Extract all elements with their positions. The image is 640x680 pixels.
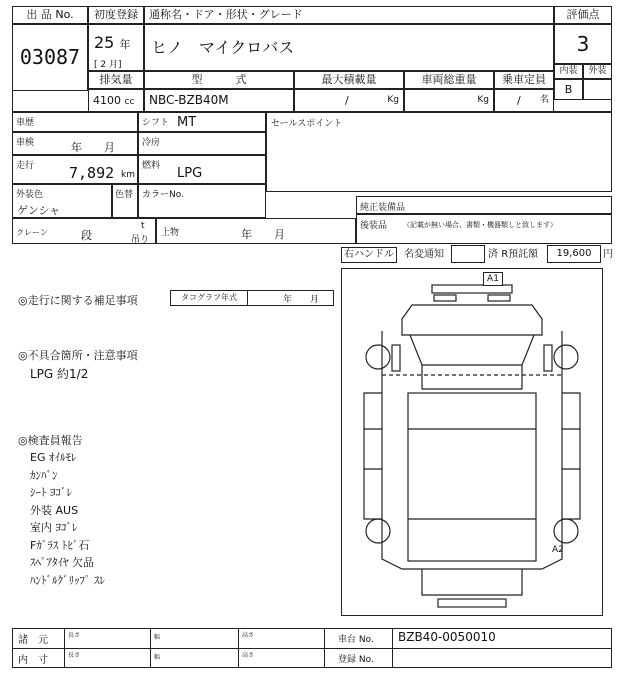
chassis-number: BZB40-0050010 bbox=[398, 630, 496, 644]
inspection-cell: 車検 年 月 bbox=[12, 132, 138, 155]
footer-vline bbox=[238, 628, 239, 668]
defects-line: LPG 約1/2 bbox=[30, 367, 89, 381]
footer-divider bbox=[12, 648, 612, 649]
total-weight-value: Kg bbox=[404, 89, 494, 112]
footer-vline bbox=[392, 628, 393, 668]
model-value: NBC-BZB40M bbox=[144, 89, 294, 112]
aircon-cell: 冷房 bbox=[138, 132, 266, 155]
inspector-line: 室内 ﾖｺﾞﾚ bbox=[30, 521, 78, 534]
driving-notes-title: ◎走行に関する補足事項 bbox=[18, 294, 138, 307]
width-label: 幅 bbox=[154, 654, 161, 661]
aftermarket-cell: 後装品 （記載が無い場合、書類・機器類しと致します） bbox=[356, 214, 612, 244]
max-load-label: 最大積載量 bbox=[294, 71, 404, 89]
inspector-line: Fｶﾞﾗｽ ﾄﾋﾞ石 bbox=[30, 538, 90, 552]
recycle-status: 済 R預託額 bbox=[488, 249, 539, 260]
lot-number: 03087 bbox=[12, 24, 88, 91]
sales-point-box: セールスポイント bbox=[266, 112, 612, 192]
color-change-cell: 色替 bbox=[112, 184, 138, 218]
capacity-label: 乗車定員 bbox=[494, 71, 554, 89]
history-cell: 車歴 bbox=[12, 112, 138, 132]
footer-vline bbox=[150, 628, 151, 668]
spec-row-label: 諸 元 bbox=[18, 635, 48, 646]
tachograph-box: タコグラフ年式 年 月 bbox=[170, 290, 334, 306]
vehicle-diagram bbox=[341, 268, 603, 616]
name-change-label: 名変通知 bbox=[404, 249, 444, 260]
max-load-value: / Kg bbox=[294, 89, 404, 112]
body-cell: 上物 年 月 bbox=[156, 218, 356, 244]
width-label: 幅 bbox=[154, 634, 161, 641]
registration-label: 登録 No. bbox=[338, 655, 374, 665]
capacity-value: / 名 bbox=[494, 89, 554, 112]
inspector-line: EG ｵｲﾙﾓﾚ bbox=[30, 451, 77, 464]
inspector-list bbox=[30, 449, 105, 589]
model-label: 型 式 bbox=[144, 71, 294, 89]
lot-label: 出 品 No. bbox=[12, 6, 88, 24]
interior-label: 内装 bbox=[554, 64, 583, 79]
defects-title: ◎不具合箇所・注意事項 bbox=[18, 349, 138, 362]
score-label: 評価点 bbox=[554, 6, 612, 24]
length-label: 長さ bbox=[68, 632, 81, 639]
mark-a2: A2 bbox=[552, 545, 564, 555]
inspector-line: 外装 AUS bbox=[30, 503, 79, 517]
chassis-label: 車台 No. bbox=[338, 635, 374, 645]
inspector-line: ｽﾍﾟｱﾀｲﾔ 欠品 bbox=[30, 556, 94, 569]
score-value: 3 bbox=[554, 24, 612, 64]
car-name-label: 通称名・ドア・形状・グレード bbox=[144, 6, 554, 24]
fuel-cell: 燃料 LPG bbox=[138, 155, 266, 184]
recycle-unit: 円 bbox=[603, 249, 613, 260]
crane-cell: クレーン 段 t 吊り bbox=[12, 218, 156, 244]
inspector-line: ﾊﾝﾄﾞﾙｸﾞﾘｯﾌﾟ ｽﾚ bbox=[30, 573, 105, 587]
reg-year: 25 年 bbox=[94, 33, 131, 52]
shift-cell: シフト MT bbox=[138, 112, 266, 132]
inspector-title: ◎検査員報告 bbox=[18, 434, 83, 447]
dimension-row-label: 内 寸 bbox=[18, 655, 48, 666]
length-label: 長さ bbox=[68, 652, 81, 659]
exterior-label: 外装 bbox=[583, 64, 612, 79]
displacement-value: 4100 cc bbox=[88, 89, 144, 112]
color-cell: 外装色 ゲンシャ bbox=[12, 184, 112, 218]
inspector-line: ｶﾝﾊﾞﾝ bbox=[30, 468, 58, 482]
mileage-cell: 走行 7,892 km bbox=[12, 155, 138, 184]
mark-a1: A1 bbox=[483, 272, 503, 286]
car-name: ヒノ マイクロバス bbox=[144, 24, 554, 71]
bus-outline-icon bbox=[342, 269, 602, 615]
height-label: 高さ bbox=[242, 652, 255, 659]
recycle-amount: 19,600 bbox=[547, 245, 601, 263]
handle-box: 右ハンドル bbox=[341, 247, 397, 263]
interior-grade: B bbox=[554, 79, 583, 100]
reg-month: [ 2 月] bbox=[94, 60, 122, 70]
exterior-grade bbox=[583, 79, 612, 100]
first-reg-label: 初度登録 bbox=[88, 6, 144, 24]
color-code-cell: カラーNo. bbox=[138, 184, 266, 218]
total-weight-label: 車両総重量 bbox=[404, 71, 494, 89]
footer-vline bbox=[324, 628, 325, 668]
footer-vline bbox=[64, 628, 65, 668]
displacement-label: 排気量 bbox=[88, 71, 144, 89]
height-label: 高さ bbox=[242, 632, 255, 639]
inspector-line: ｼｰﾄ ﾖｺﾞﾚ bbox=[30, 486, 72, 499]
name-change-box bbox=[451, 245, 485, 263]
equipment-cell: 純正装備品 bbox=[356, 196, 612, 214]
